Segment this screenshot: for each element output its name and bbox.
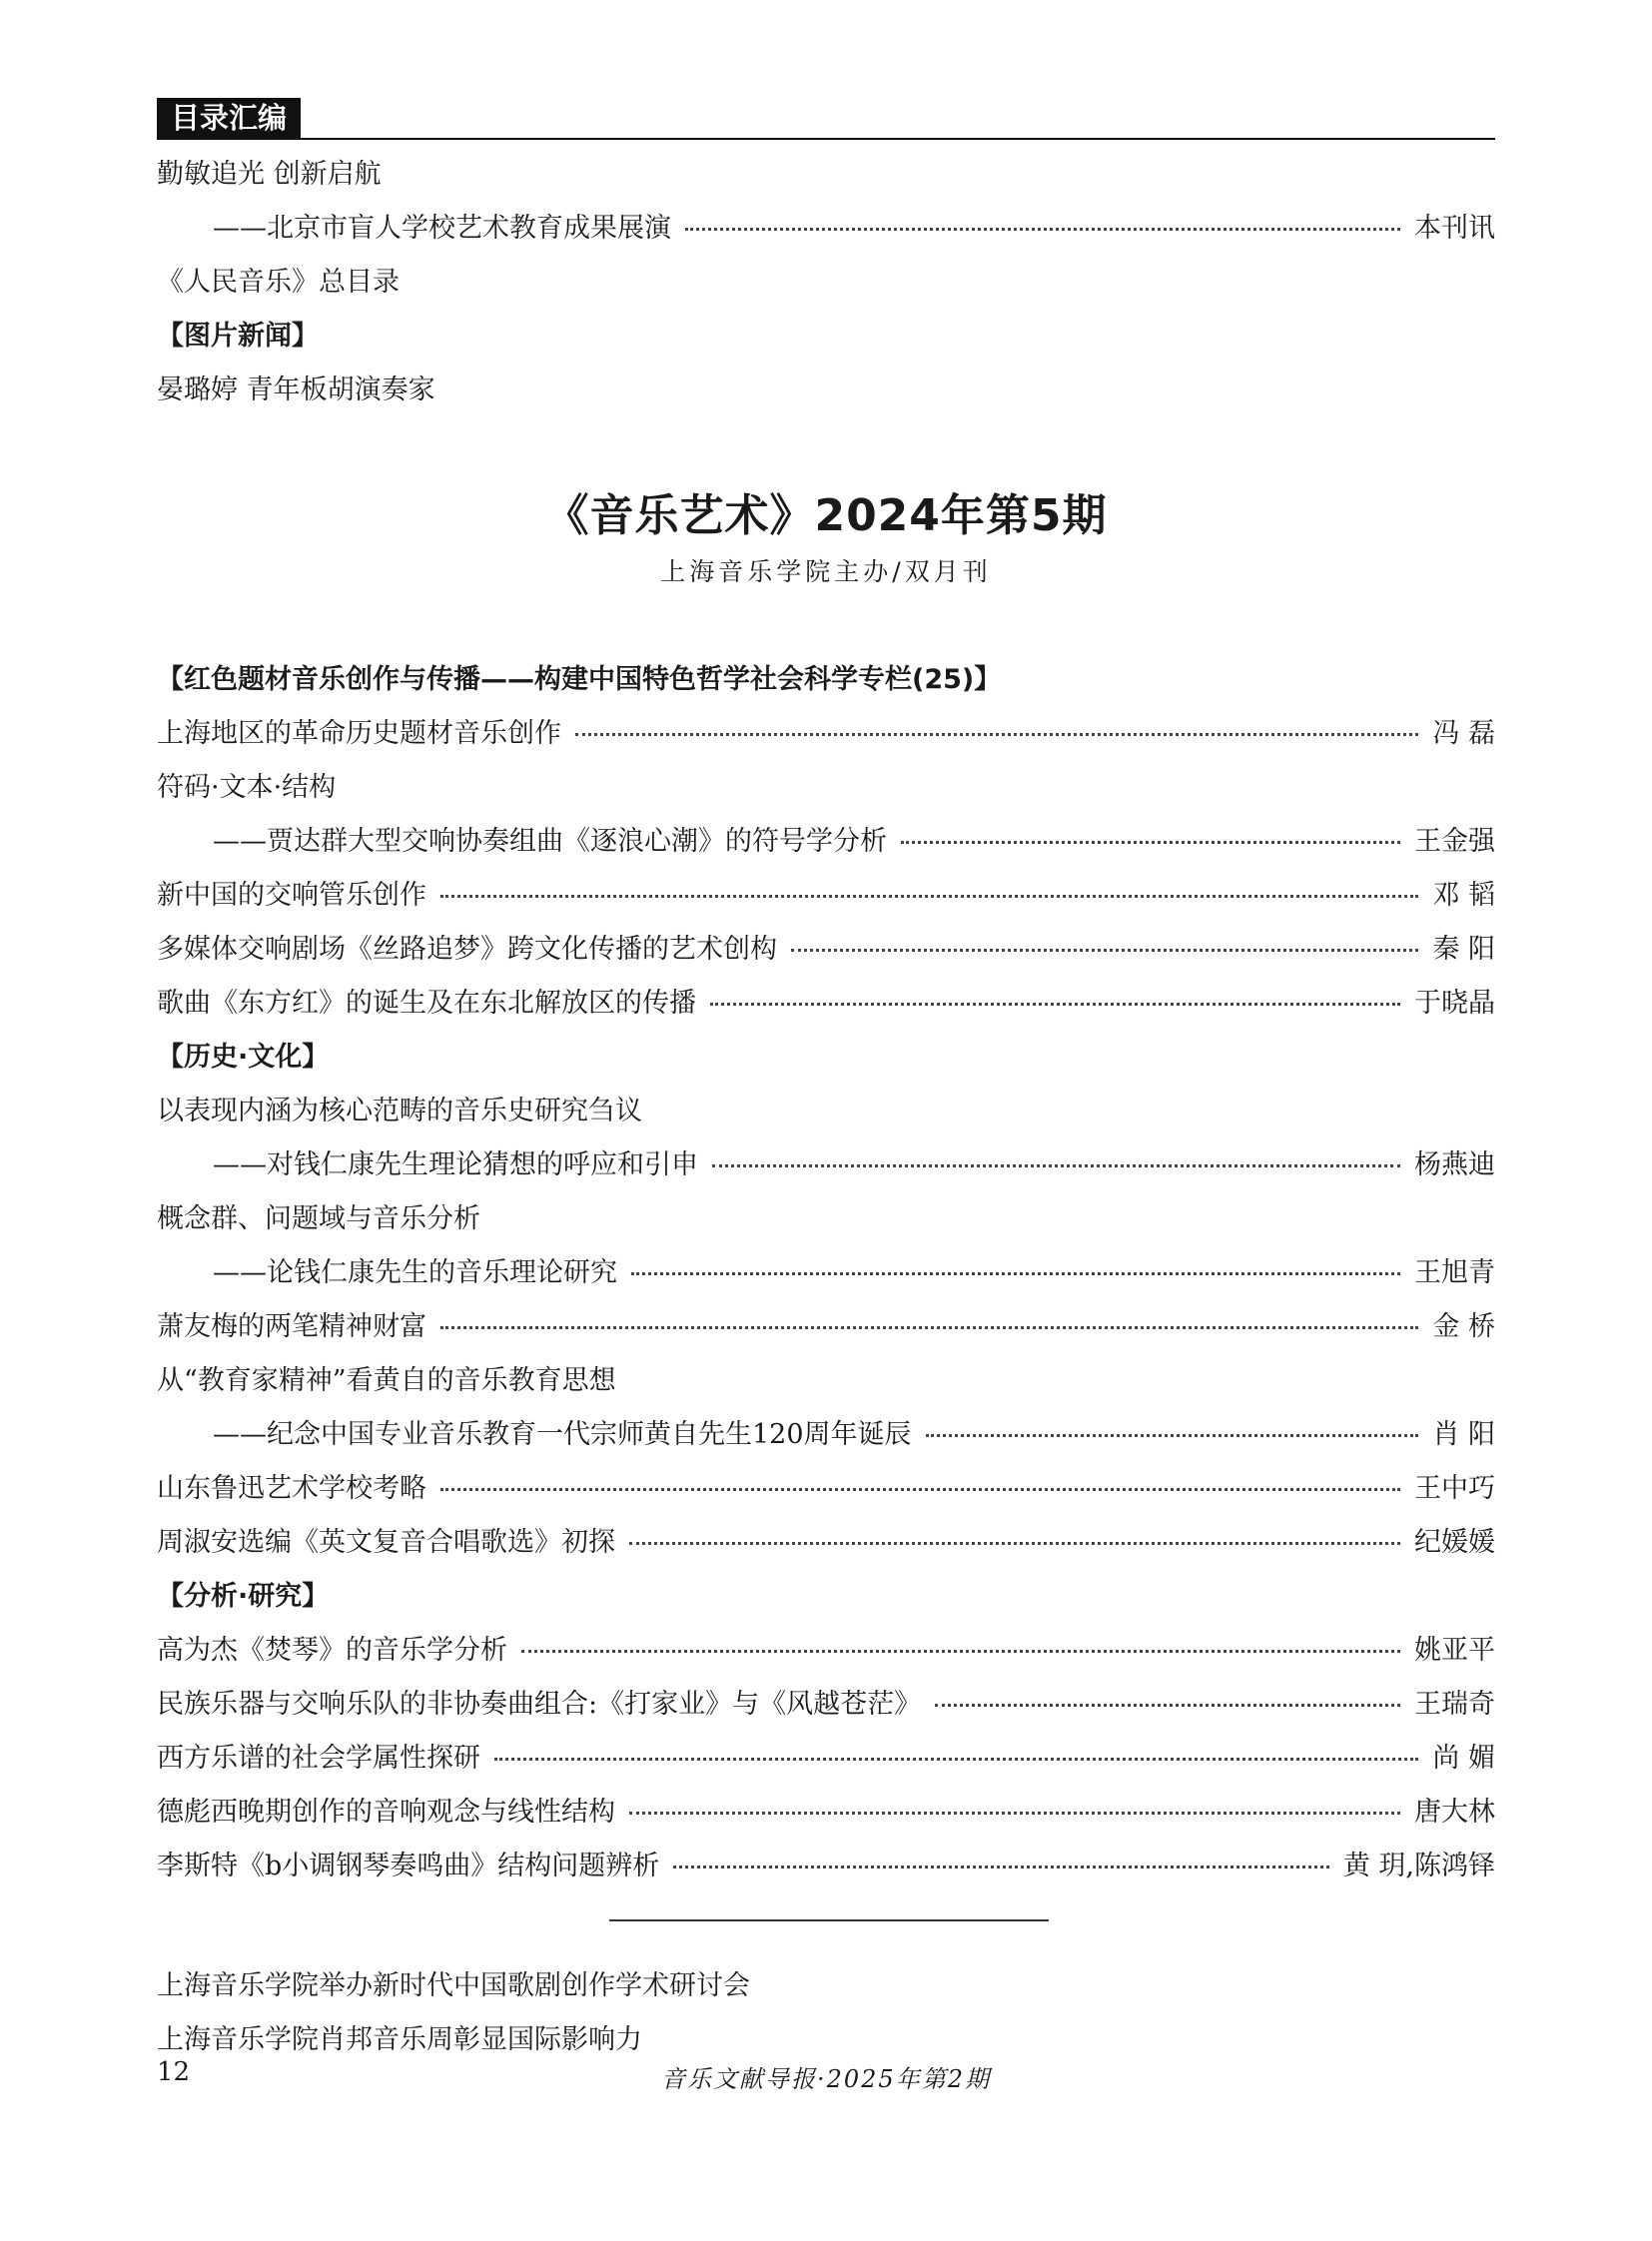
entry-title: 概念群、问题域与音乐分析 (157, 1202, 480, 1234)
entry-title: 上海地区的革命历史题材音乐创作 (157, 717, 561, 749)
dot-leader (673, 1866, 1329, 1868)
entry-title: ——论钱仁康先生的音乐理论研究 (213, 1256, 617, 1288)
dot-leader (926, 1434, 1419, 1437)
entry-author: 王中巧 (1414, 1472, 1495, 1504)
top-list (157, 144, 1495, 413)
journal-subtitle: 上海音乐学院主办/双月刊 (660, 557, 992, 586)
section-heading (157, 1027, 1495, 1081)
section-header (157, 96, 1495, 140)
toc-entry (157, 973, 1495, 1027)
entry-title: 德彪西晚期创作的音响观念与线性结构 (157, 1796, 615, 1828)
entry-title: ——对钱仁康先生理论猜想的呼应和引申 (213, 1148, 698, 1180)
dot-leader (629, 1542, 1400, 1545)
entry-title: ——北京市盲人学校艺术教育成果展演 (213, 212, 671, 244)
entry-author: 王旭青 (1414, 1256, 1495, 1288)
toc-entry (157, 811, 1495, 865)
entry-author: 冯 磊 (1432, 717, 1495, 749)
section-label: 目录汇编 (157, 98, 301, 138)
dot-leader (710, 1003, 1400, 1006)
entry-title: 《人民音乐》总目录 (157, 266, 400, 298)
entry-author: 黄 玥,陈鸿铎 (1342, 1850, 1495, 1881)
news-list (157, 1955, 1495, 2063)
dot-leader (521, 1650, 1400, 1653)
toc-entry (157, 1836, 1495, 1889)
entry-author: 王瑞奇 (1414, 1688, 1495, 1720)
entry-author: 尚 媚 (1432, 1742, 1495, 1774)
entry-author: 唐大林 (1414, 1796, 1495, 1828)
toc-entry (157, 1404, 1495, 1458)
entry-title: 勤敏追光 创新启航 (157, 158, 382, 190)
toc-entry (157, 703, 1495, 757)
table-of-contents (157, 649, 1495, 1889)
toc-entry (157, 1188, 1495, 1242)
entry-author: 杨燕迪 (1414, 1148, 1495, 1180)
toc-entry (157, 865, 1495, 919)
toc-entry (157, 1081, 1495, 1134)
toc-entry (157, 252, 1495, 306)
entry-author: 肖 阳 (1432, 1418, 1495, 1450)
running-footer: 音乐文献导报·2025年第2期 (661, 2065, 991, 2093)
dot-leader (685, 228, 1400, 231)
entry-title: 周淑安选编《英文复音合唱歌选》初探 (157, 1526, 615, 1558)
entry-author: 纪媛媛 (1414, 1526, 1495, 1558)
entry-title: ——贾达群大型交响协奏组曲《逐浪心潮》的符号学分析 (213, 825, 887, 857)
toc-entry (157, 1512, 1495, 1566)
toc-entry (157, 919, 1495, 973)
toc-entry (157, 198, 1495, 252)
entry-author: 金 桥 (1432, 1310, 1495, 1342)
entry-title: 萧友梅的两笔精神财富 (157, 1310, 426, 1342)
entry-title: 晏璐婷 青年板胡演奏家 (157, 374, 435, 405)
dot-leader (440, 895, 1418, 898)
dot-leader (791, 949, 1418, 952)
toc-entry (157, 2009, 1495, 2063)
entry-title: 以表现内涵为核心范畴的音乐史研究刍议 (157, 1095, 642, 1126)
dot-leader (440, 1326, 1418, 1329)
entry-author: 本刊讯 (1414, 212, 1495, 244)
toc-entry (157, 1458, 1495, 1512)
toc-entry (157, 1242, 1495, 1296)
entry-title: 李斯特《b小调钢琴奏鸣曲》结构问题辨析 (157, 1850, 660, 1881)
toc-entry (157, 144, 1495, 198)
entry-title: 上海音乐学院举办新时代中国歌剧创作学术研讨会 (157, 1969, 750, 2001)
toc-entry (157, 1728, 1495, 1782)
entry-title: 山东鲁迅艺术学校考略 (157, 1472, 426, 1504)
entry-author: 秦 阳 (1432, 933, 1495, 965)
entry-title: 【图片新闻】 (157, 320, 319, 352)
dot-leader (935, 1704, 1400, 1707)
toc-entry (157, 1955, 1495, 2009)
entry-title: 上海音乐学院肖邦音乐周彰显国际影响力 (157, 2023, 642, 2055)
entry-author: 邓 韬 (1432, 879, 1495, 911)
entry-title: 西方乐谱的社会学属性探研 (157, 1742, 480, 1774)
dot-leader (494, 1758, 1418, 1761)
toc-entry (157, 1296, 1495, 1350)
entry-title: 民族乐器与交响乐队的非协奏曲组合:《打家业》与《风越苍茫》 (157, 1688, 922, 1720)
entry-title: 多媒体交响剧场《丝路追梦》跨文化传播的艺术创构 (157, 933, 777, 965)
dot-leader (629, 1812, 1400, 1815)
entry-title: 【历史·文化】 (157, 1041, 330, 1073)
toc-entry (157, 1620, 1495, 1674)
toc-entry (157, 1350, 1495, 1404)
entry-title: 【红色题材音乐创作与传播——构建中国特色哲学社会科学专栏(25)】 (157, 663, 1002, 695)
entry-author: 姚亚平 (1414, 1634, 1495, 1666)
toc-entry (157, 757, 1495, 811)
toc-entry (157, 1674, 1495, 1728)
section-heading (157, 306, 1495, 360)
dot-leader (901, 841, 1400, 844)
entry-title: 歌曲《东方红》的诞生及在东北解放区的传播 (157, 987, 696, 1019)
dot-leader (440, 1488, 1400, 1491)
journal-title: 《音乐艺术》2024年第5期 (544, 490, 1108, 541)
toc-entry (157, 1782, 1495, 1836)
dot-leader (631, 1272, 1400, 1275)
separator-line (609, 1919, 1049, 1921)
entry-title: ——纪念中国专业音乐教育一代宗师黄自先生120周年诞辰 (213, 1418, 912, 1450)
entry-author: 于晓晶 (1414, 987, 1495, 1019)
entry-title: 【分析·研究】 (157, 1580, 330, 1612)
entry-title: 高为杰《焚琴》的音乐学分析 (157, 1634, 507, 1666)
page-number: 12 (157, 2057, 191, 2087)
dot-leader (575, 733, 1418, 736)
toc-entry (157, 360, 1495, 413)
entry-title: 符码·文本·结构 (157, 771, 337, 803)
entry-title: 从“教育家精神”看黄自的音乐教育思想 (157, 1364, 616, 1396)
dot-leader (712, 1164, 1400, 1167)
section-heading (157, 1566, 1495, 1620)
entry-title: 新中国的交响管乐创作 (157, 879, 426, 911)
section-heading (157, 649, 1495, 703)
entry-author: 王金强 (1414, 825, 1495, 857)
toc-entry (157, 1134, 1495, 1188)
